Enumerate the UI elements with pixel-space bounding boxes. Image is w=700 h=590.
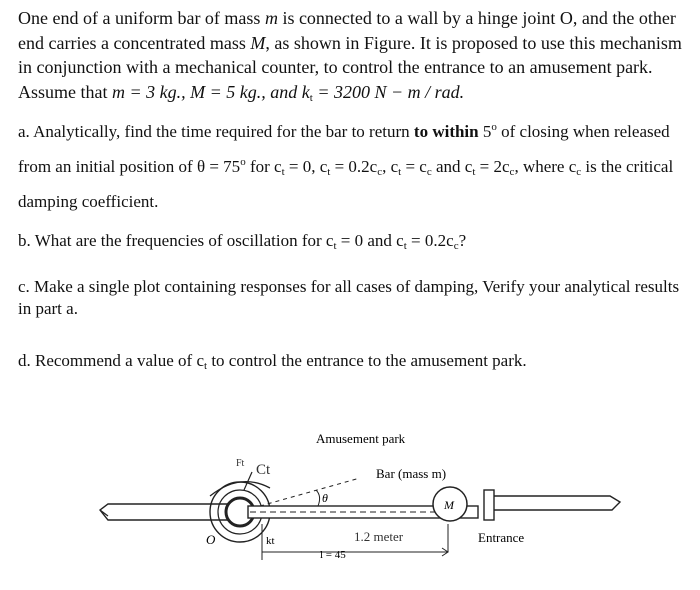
left-base-plate	[100, 504, 232, 520]
length-note: 1.2 meter	[354, 529, 404, 544]
theta-arc	[316, 490, 320, 506]
damper-arc	[210, 482, 270, 496]
question-c: c. Make a single plot containing responses for all cases of damping, Verify your analytical results in part a.	[18, 277, 680, 318]
stopper-post	[484, 490, 494, 520]
open-position-line	[260, 478, 360, 506]
o-label: O	[206, 532, 216, 547]
ft-label: Ft	[236, 458, 245, 469]
entrance-label: Entrance	[478, 530, 525, 545]
l-label: l = 45	[320, 549, 346, 561]
question-d: d. Recommend a value of $c_t$ to control the entrance to the amusement park.	[18, 351, 527, 372]
ct-label: Ct	[256, 462, 271, 478]
mechanism-figure	[0, 420, 700, 590]
bar-label: Bar (mass m)	[376, 466, 447, 481]
problem-intro: One end of a uniform bar of mass m is connected to a wall by a hinge joint O, and the other end carries a concentrated mass M, as shown in Figure. It is proposed to use this mechanism in conjunction with a mechanical counter, to control the entrance to an amusement park. Assume that m = 3 kg., M = 5 kg., and $k_t = 3200$ N − m / rad.	[18, 8, 682, 104]
amusement-park-label: Amusement park	[316, 431, 406, 446]
kt-label: kt	[266, 535, 275, 547]
mass-label: M	[444, 498, 454, 512]
right-base-plate	[494, 496, 620, 510]
theta-label: θ	[322, 491, 328, 505]
question-b: b. What are the frequencies of oscillation for $c_t = 0$ and $c_t = 0.2c_c$?	[18, 231, 467, 252]
question-a: a. Analytically, find the time required for the bar to return to within 5$^o$ of closing when released from an initial position of $\theta = 75^o$ for $c_t = 0$, $c_t = 0.2c_c$, $c_t = c_c$ and $c_t = 2c_c$, where $c_c$ is the critical damping coefficient.	[18, 121, 674, 211]
